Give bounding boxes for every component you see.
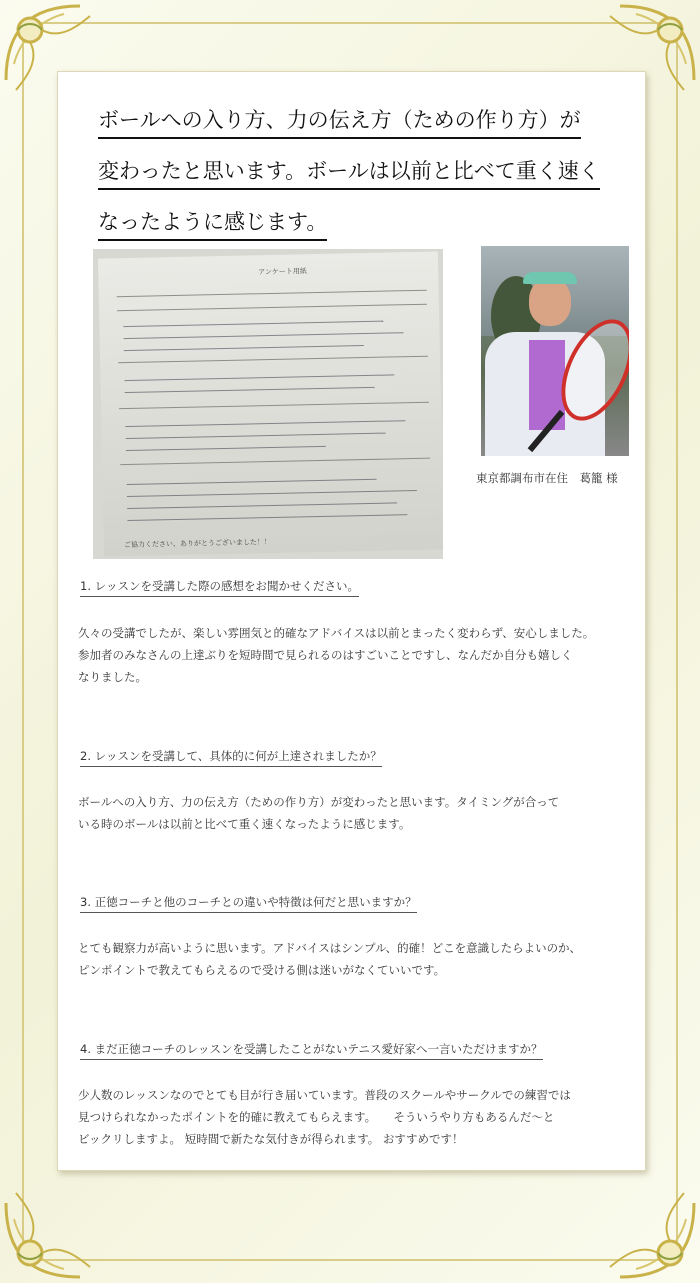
answer-line: 少人数のレッスンなのでとても目が行き届いています。普段のスクールやサークルでの練習では [78,1088,571,1102]
headline-line: なったように感じます。 [98,205,327,241]
headline-line: 変わったと思います。ボールは以前と比べて重く速く [98,154,600,190]
survey-title: アンケート用紙 [258,267,307,277]
headline-line: ボールへの入り方、力の伝え方（ための作り方）が [98,103,581,139]
answer-line: 久々の受講でしたが、楽しい雰囲気と的確なアドバイスは以前とまったく変わらず、安心しました。 [78,626,595,640]
survey-footer: ご協力ください、ありがとうございました！！ [123,538,271,550]
question-1: 1. レッスンを受講した際の感想をお聞かせください。 [80,578,359,597]
answer-line: 見つけられなかったポイントを的確に教えてもらえます。 そういうやり方もあるんだ～と [78,1110,555,1124]
ornament-corner-icon [0,1173,110,1283]
answer-line: なりました。 [78,670,147,684]
answer-line: とても観察力が高いように思います。アドバイスはシンプル、的確！どこを意識したらよいのか、 [78,941,582,955]
answer-4 [78,1084,618,1150]
customer-photo [481,246,629,456]
survey-sheet-photo [93,249,443,559]
headline [98,98,618,251]
answer-3 [78,937,618,981]
answer-line: ビックリしますよ。 短時間で新たな気付きが得られます。 おすすめです！ [78,1132,464,1146]
answer-line: ピンポイントで教えてもらえるので受ける側は迷いがなくていいです。 [78,963,446,977]
answer-1 [78,622,618,688]
answer-line: いる時のボールは以前と比べて重く速くなったように感じます。 [78,817,411,831]
survey-paper [98,251,443,556]
customer-caption: 東京都調布市在住 葛籠 様 [476,471,618,485]
testimonial-panel [57,71,646,1171]
question-3: 3. 正徳コーチと他のコーチとの違いや特徴は何だと思いますか？ [80,894,417,913]
ornament-corner-icon [590,1173,700,1283]
answer-2 [78,791,618,835]
answer-line: ボールへの入り方、力の伝え方（ための作り方）が変わったと思います。タイミングが合って [78,795,560,809]
answer-line: 参加者のみなさんの上達ぶりを短時間で見られるのはすごいことですし、なんだか自分も嬉しく [78,648,573,662]
question-4: 4. まだ正徳コーチのレッスンを受講したことがないテニス愛好家へ一言いただけますか？ [80,1041,543,1060]
question-2: 2. レッスンを受講して、具体的に何が上達されましたか？ [80,748,382,767]
